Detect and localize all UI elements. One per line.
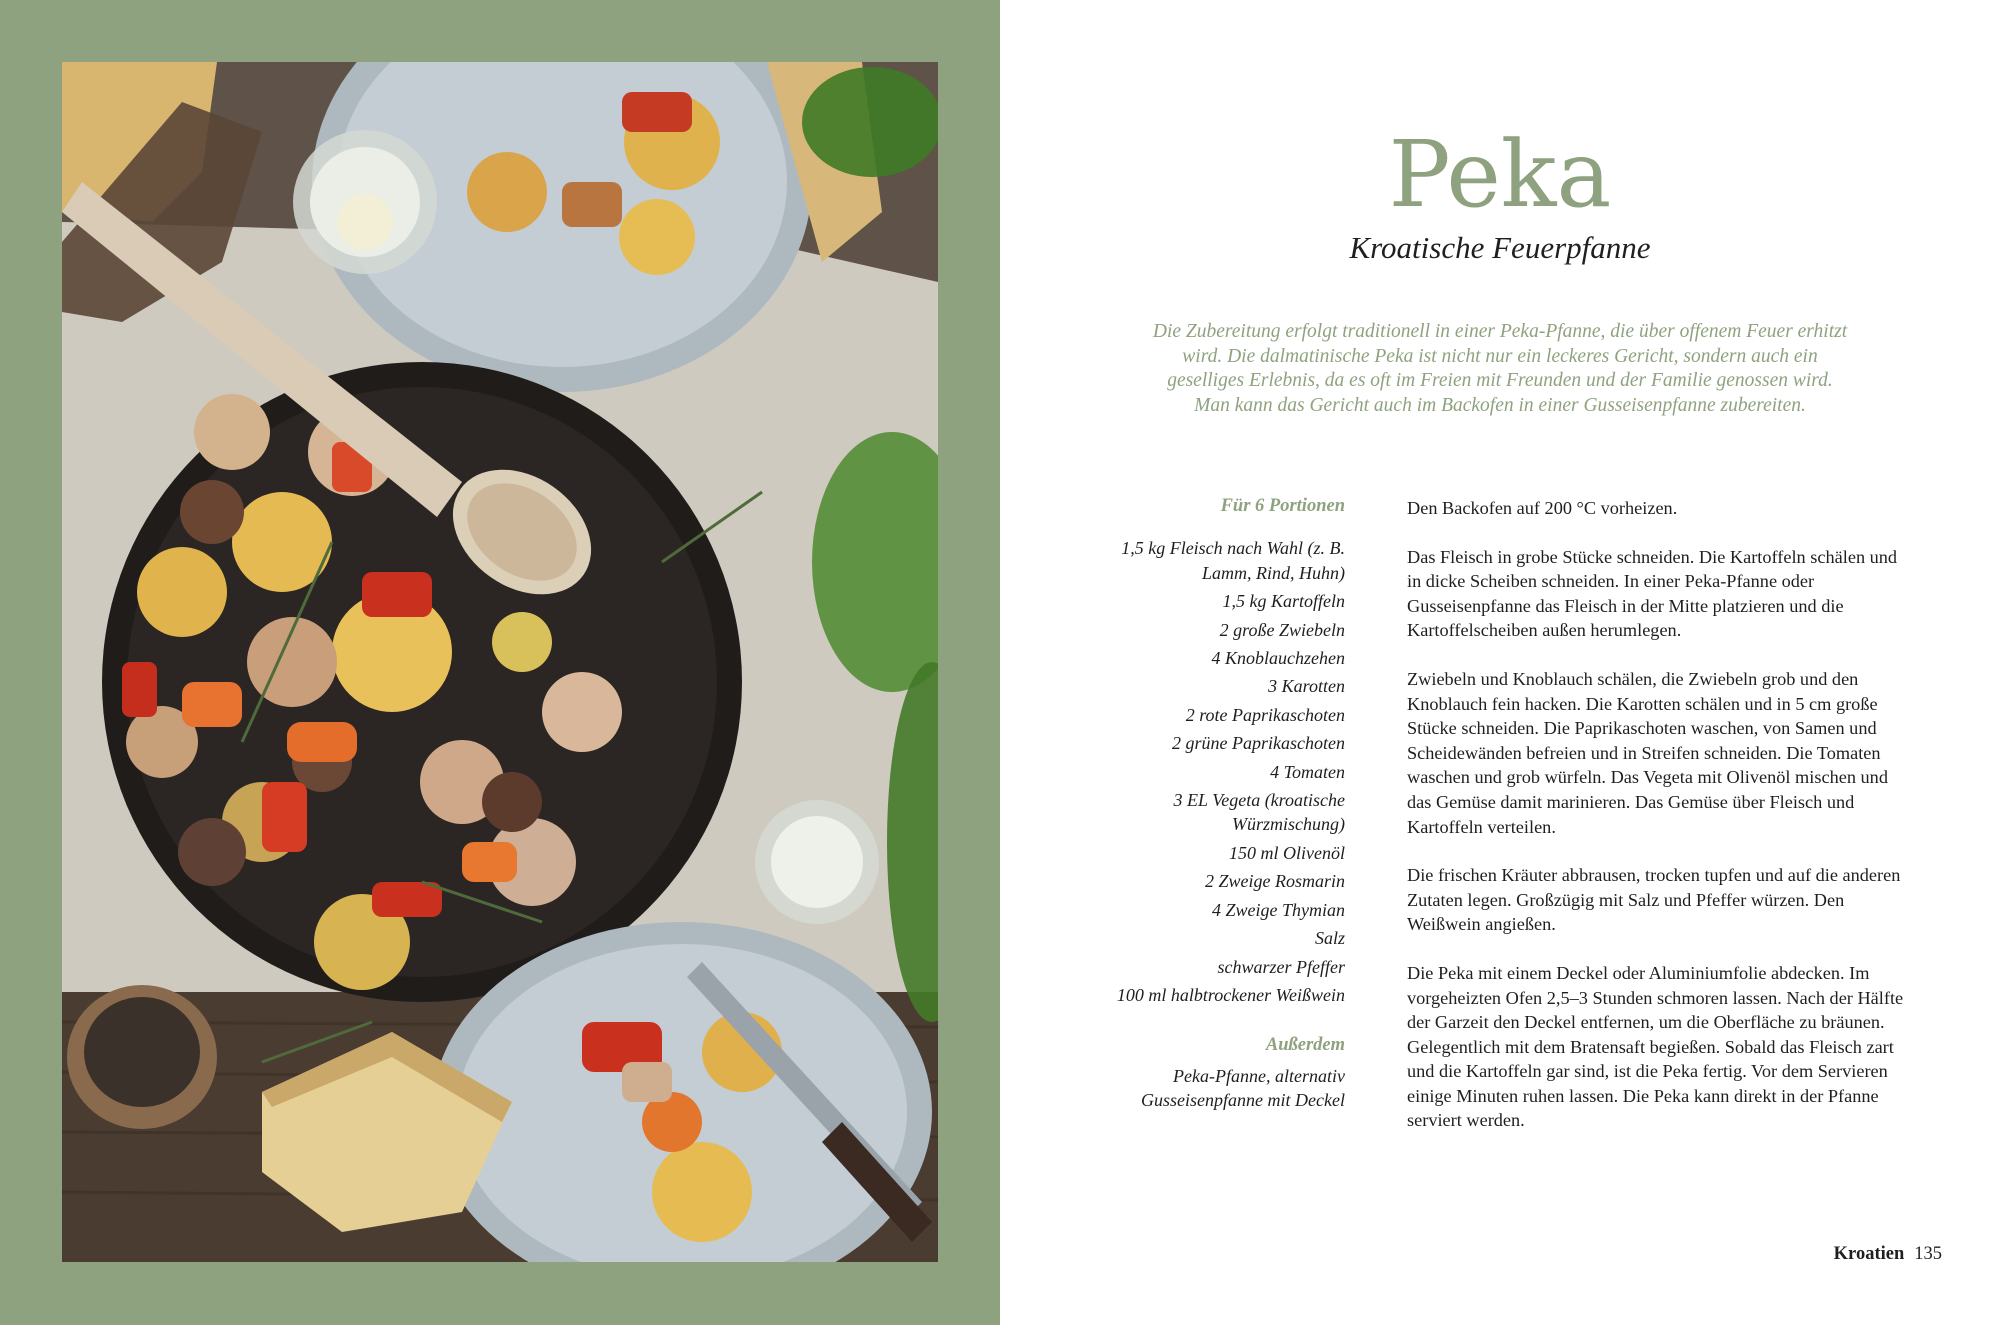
ingredient-item: 2 große Zwiebeln (1219, 619, 1345, 640)
method-step: Zwiebeln und Knoblauch schälen, die Zwiebeln grob und den Knoblauch fein hacken. Die Karotten schälen und in 5 cm große Stücke schneiden. Die Paprikaschoten waschen, von Samen und Scheidewänden befreien und in Streifen schneiden. Die Tomaten waschen und grob würfeln. Das Vegeta mit Olivenöl mischen und das Gemüse damit marinieren. Das Gemüse über Fleisch und Kartoffeln verteilen. (1407, 668, 1888, 837)
ingredient-item: 1,5 kg Fleisch nach Wahl (z. B. Lamm, Rind, Huhn) (1121, 538, 1345, 583)
ingredient-item: 2 grüne Paprikaschoten (1172, 733, 1345, 754)
method-step: Die frischen Kräuter abbrausen, trocken tupfen und auf die anderen Zutaten legen. Großzügig mit Salz und Pfeffer würzen. Den Weißwein angießen. (1407, 865, 1901, 935)
ingredients-heading: Für 6 Portionen (1220, 496, 1345, 516)
recipe-subtitle: Kroatische Feuerpfanne (1349, 230, 1651, 265)
ingredients-column (1080, 494, 1345, 1117)
ingredient-item: 1,5 kg Kartoffeln (1222, 591, 1345, 612)
recipe-intro: Die Zubereitung erfolgt traditionell in einer Peka-Pfanne, die über offenem Feuer erhitzt wird. Die dalmatinische Peka ist nicht nur ein leckeres Gericht, sondern auch ein geselliges Erlebnis, da es oft im Freien mit Freunden und der Familie genossen wird. Man kann das Gericht auch im Backofen in einer Gusseisenpfanne zubereiten. (1152, 321, 1848, 416)
method-step: Die Peka mit einem Deckel oder Aluminiumfolie abdecken. Im vorgeheizten Ofen 2,5–3 Stunden schmoren lassen. Nach der Hälfte der Garzeit den Deckel entfernen, um die Oberfläche zu bräunen. Gelegentlich mit dem Bratensaft begießen. Sobald das Fleisch zart und die Kartoffeln gar sind, ist die Peka fertig. Vor dem Servieren einige Minuten ruhen lassen. Die Peka kann direkt in der Pfanne serviert werden. (1407, 962, 1904, 1131)
ingredient-item: 2 Zweige Rosmarin (1204, 871, 1345, 892)
ingredient-item: 3 EL Vegeta (kroatische Würzmischung) (1173, 790, 1345, 835)
ingredient-item: schwarzer Pfeffer (1217, 956, 1345, 977)
extras-heading: Außerdem (1265, 1035, 1345, 1056)
ingredient-item: 4 Knoblauchzehen (1211, 648, 1345, 669)
ingredient-item: 4 Tomaten (1270, 761, 1345, 782)
food-photo-peka (62, 62, 938, 1262)
ingredient-item: Salz (1314, 928, 1345, 949)
ingredient-item: 4 Zweige Thymian (1212, 899, 1345, 920)
page-number: 135 (1914, 1244, 1942, 1264)
ingredient-item: 2 rote Paprikaschoten (1185, 704, 1345, 725)
ingredient-item: 150 ml Olivenöl (1229, 842, 1345, 863)
section-name: Kroatien (1833, 1244, 1905, 1264)
page-footer (1834, 1244, 1942, 1265)
method-step: Das Fleisch in grobe Stücke schneiden. Die Kartoffeln schälen und in dicke Scheiben schneiden. In einer Peka-Pfanne oder Gusseisenpfanne das Fleisch in der Mitte platzieren und die Kartoffelscheiben außen herumlegen. (1407, 546, 1898, 641)
ingredient-item: 100 ml halbtrockener Weißwein (1116, 984, 1345, 1005)
method-step: Den Backofen auf 200 °C vorheizen. (1407, 498, 1678, 518)
method-column (1407, 496, 1907, 1157)
extra-item: Peka-Pfanne, alternativ Gusseisenpfanne mit Deckel (1141, 1065, 1345, 1111)
ingredient-item: 3 Karotten (1268, 676, 1345, 697)
recipe-title: Peka (1388, 121, 1612, 228)
